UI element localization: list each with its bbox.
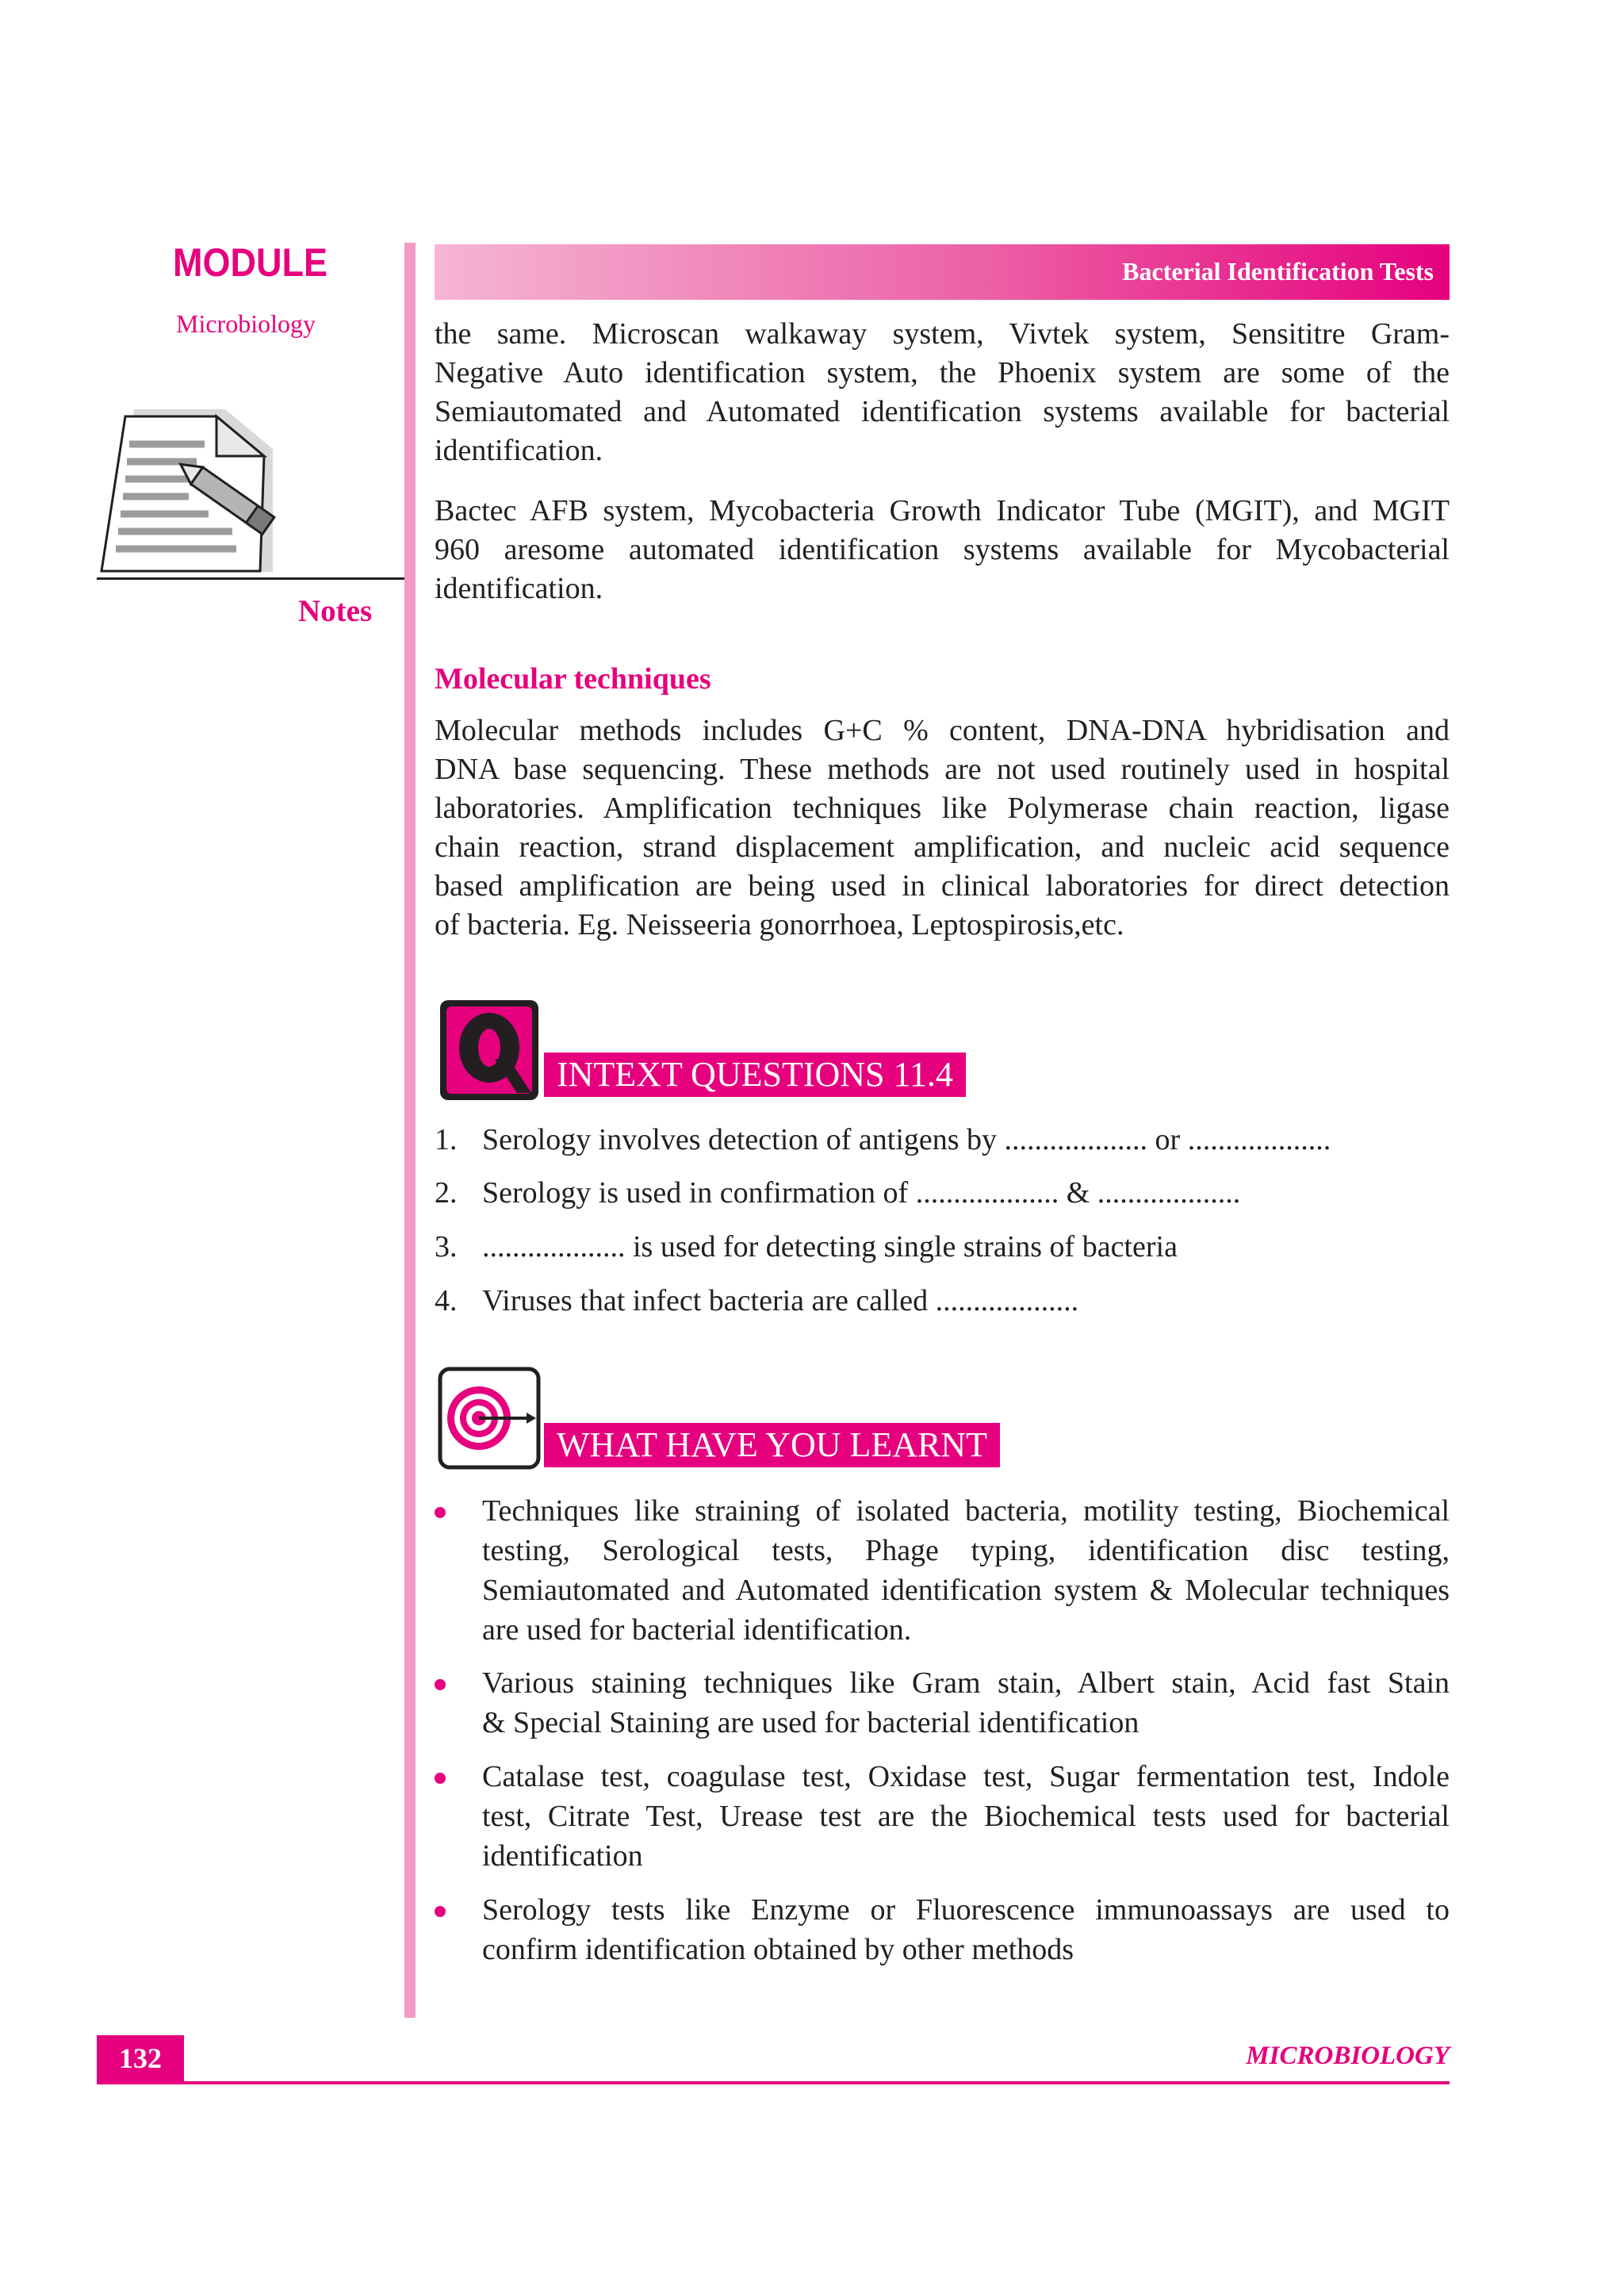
text-line: identification [482,1839,643,1873]
text-line: & Special Staining are used for bacterial identification [482,1706,1139,1739]
text-line: Negative Auto identification system, the Phoenix system are some of the [435,356,1450,389]
notes-divider [97,577,404,580]
summary-bullet [435,1491,1450,1650]
text-line: Serology tests like Enzyme or Fluorescence immunoassays are used to [482,1893,1450,1927]
text-line: test, Citrate Test, Urease test are the Biochemical tests used for bacterial [482,1800,1450,1833]
text-line: of bacteria. Eg. Neisseeria gonorrhoea, Leptospirosis,etc. [435,908,1124,941]
question-text: Serology is used in confirmation of ................... & ................... [482,1176,1241,1210]
summary-bullet [435,1663,1450,1743]
module-title: MODULE [173,240,327,285]
header-title: Bacterial Identification Tests [1122,257,1434,286]
text-line: Molecular methods includes G+C % content, DNA-DNA hybridisation and [435,714,1450,747]
page-number-box [97,2035,184,2081]
paragraph-mycobacterial-systems [435,492,1450,608]
text-line: testing, Serological tests, Phage typing, identification disc testing, [482,1534,1450,1567]
margin-band [404,243,416,2018]
question-number: 4. [435,1284,458,1317]
bullet-dot [435,1906,446,1917]
question-q-icon [438,998,541,1106]
notes-label: Notes [298,594,373,628]
text-line: laboratories. Amplification techniques like Polymerase chain reaction, ligase [435,792,1450,825]
running-header [435,244,1450,300]
text-line: the same. Microscan walkaway system, Vivtek system, Sensititre Gram- [435,317,1450,351]
question-number: 2. [435,1176,458,1210]
module-subject: Microbiology [176,309,316,338]
bullet-dot [435,1507,446,1518]
text-line: Various staining techniques like Gram stain, Albert stain, Acid fast Stain [482,1666,1450,1700]
question-text: Serology involves detection of antigens by ................... or ................... [482,1123,1331,1156]
question-item [435,1121,1331,1160]
text-line: Semiautomated and Automated identification system & Molecular techniques [482,1574,1450,1607]
summary-bullet [435,1757,1450,1876]
text-line: chain reaction, strand displacement amplification, and nucleic acid sequence [435,830,1450,864]
text-line: Catalase test, coagulase test, Oxidase test, Sugar fermentation test, Indole [482,1760,1450,1793]
text-line: Semiautomated and Automated identification systems available for bacterial [435,395,1450,428]
question-item [435,1174,1240,1213]
text-line: based amplification are being used in clinical laboratories for direct detection [435,869,1450,903]
text-line: Techniques like straining of isolated bacteria, motility testing, Biochemical [482,1494,1450,1528]
what-have-you-learnt-banner: WHAT HAVE YOU LEARNT [544,1423,1000,1467]
summary-bullet [435,1890,1450,1969]
text-line: are used for bacterial identification. [482,1613,912,1647]
question-number: 3. [435,1230,458,1263]
text-line: Bactec AFB system, Mycobacteria Growth Indicator Tube (MGIT), and MGIT [435,494,1450,527]
question-item [435,1228,1178,1267]
question-text: ................... is used for detecting single strains of bacteria [482,1230,1178,1263]
bullet-dot [435,1679,446,1690]
text-line: identification. [435,572,603,605]
question-text: Viruses that infect bacteria are called ................... [482,1284,1079,1317]
intext-questions-banner: INTEXT QUESTIONS 11.4 [544,1053,966,1097]
footer-rule [97,2081,1450,2084]
text-line: 960 aresome automated identification systems available for Mycobacterial [435,533,1450,566]
page-number: 132 [119,2042,162,2074]
question-number: 1. [435,1123,458,1156]
text-line: identification. [435,434,603,467]
notes-pencil-icon [94,405,292,583]
bullet-dot [435,1773,446,1784]
text-line: DNA base sequencing. These methods are not used routinely used in hospital [435,753,1450,786]
target-icon [438,1367,541,1474]
paragraph-identification-systems [435,315,1450,470]
text-line: confirm identification obtained by other methods [482,1933,1074,1966]
question-item [435,1282,1078,1321]
footer-title: MICROBIOLOGY [1246,2042,1450,2070]
section-heading: Molecular techniques [435,662,711,696]
paragraph-molecular-methods [435,711,1450,945]
